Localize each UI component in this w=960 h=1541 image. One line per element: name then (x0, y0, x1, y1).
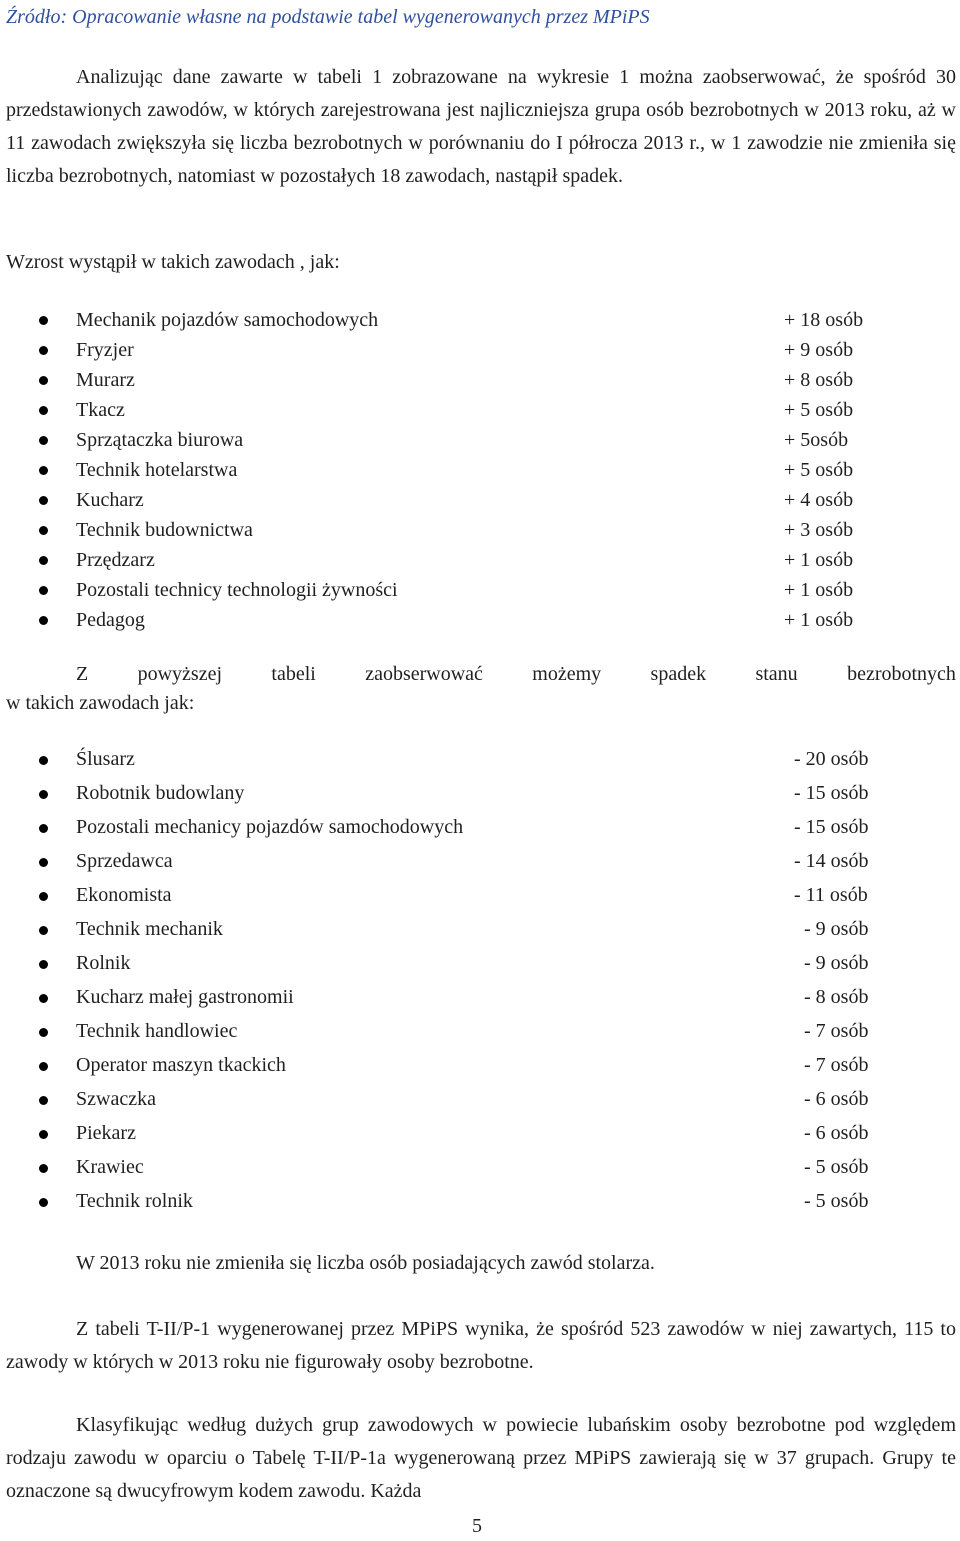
heading-word: powyższej (137, 663, 223, 685)
occupation-name: Technik rolnik (76, 1190, 193, 1212)
list-item (0, 425, 900, 455)
bullet-icon (39, 790, 48, 799)
heading-word: spadek (650, 663, 707, 685)
bullet-icon (39, 1028, 48, 1037)
bullet-icon (39, 994, 48, 1003)
list-item (0, 575, 900, 605)
bullet-icon (39, 858, 48, 867)
change-value: - 5 osób (794, 1156, 869, 1178)
bullet-icon (39, 1164, 48, 1173)
occupation-name: Tkacz (76, 399, 125, 421)
occupation-name: Mechanik pojazdów samochodowych (76, 309, 379, 331)
page-number: 5 (472, 1515, 482, 1537)
bullet-icon (39, 346, 48, 355)
list-item (0, 335, 900, 365)
occupation-name: Piekarz (76, 1122, 136, 1144)
source-note: Źródło: Opracowanie własne na podstawie tabel wygenerowanych przez MPiPS (6, 6, 650, 28)
increase-heading: Wzrost wystąpił w takich zawodach , jak: (6, 251, 340, 273)
occupation-name: Rolnik (76, 952, 131, 974)
change-value: - 8 osób (794, 986, 869, 1008)
bullet-icon (39, 1096, 48, 1105)
bullet-icon (39, 556, 48, 565)
bullet-icon (39, 960, 48, 969)
list-item (0, 1084, 910, 1118)
occupation-name: Fryzjer (76, 339, 134, 361)
bullet-icon (39, 892, 48, 901)
occupation-name: Pedagog (76, 609, 145, 631)
list-item (0, 982, 910, 1016)
list-item (0, 778, 910, 812)
change-value: - 5 osób (794, 1190, 869, 1212)
occupation-name: Technik budownictwa (76, 519, 253, 541)
occupation-name: Operator maszyn tkackich (76, 1054, 286, 1076)
bullet-icon (39, 586, 48, 595)
heading-word: Z (76, 663, 89, 685)
change-value: + 18 osób (784, 309, 864, 331)
occupation-name: Ślusarz (76, 748, 135, 770)
change-value: - 11 osób (794, 884, 868, 906)
occupation-name: Pozostali mechanicy pojazdów samochodowych (76, 816, 464, 838)
list-item (0, 1050, 910, 1084)
table-paragraph: Z tabeli T-II/P-1 wygenerowanej przez MPiPS wynika, że spośród 523 zawodów w niej zawartych, 115 to zawody w których w 2013 roku nie figurowały osoby bezrobotne. (6, 1318, 956, 1373)
no-change-sentence: W 2013 roku nie zmieniła się liczba osób posiadających zawód stolarza. (76, 1252, 655, 1274)
change-value: - 6 osób (794, 1088, 869, 1110)
list-item (0, 948, 910, 982)
change-value: + 5osób (784, 429, 849, 451)
heading-word: zaobserwować (365, 663, 483, 685)
list-item (0, 545, 900, 575)
bullet-icon (39, 526, 48, 535)
change-value: - 7 osób (794, 1020, 869, 1042)
change-value: - 14 osób (794, 850, 869, 872)
occupation-name: Technik hotelarstwa (76, 459, 238, 481)
occupation-name: Robotnik budowlany (76, 782, 245, 804)
list-item (0, 1016, 910, 1050)
decrease-heading-line2: w takich zawodach jak: (6, 692, 195, 714)
change-value: - 7 osób (794, 1054, 869, 1076)
list-item (0, 1152, 910, 1186)
heading-word: możemy (532, 663, 602, 685)
bullet-icon (39, 496, 48, 505)
decrease-heading (76, 659, 956, 689)
change-value: - 15 osób (794, 782, 869, 804)
occupation-name: Szwaczka (76, 1088, 156, 1110)
bullet-icon (39, 316, 48, 325)
list-item (0, 455, 900, 485)
decrease-list (0, 744, 910, 1220)
change-value: + 1 osób (784, 549, 854, 571)
change-value: + 4 osób (784, 489, 854, 511)
bullet-icon (39, 1198, 48, 1207)
bullet-icon (39, 926, 48, 935)
bullet-icon (39, 756, 48, 765)
list-item (0, 1186, 910, 1220)
list-item (0, 914, 910, 948)
change-value: - 9 osób (794, 952, 869, 974)
change-value: + 1 osób (784, 609, 854, 631)
bullet-icon (39, 1130, 48, 1139)
bullet-icon (39, 824, 48, 833)
intro-paragraph: Analizując dane zawarte w tabeli 1 zobrazowane na wykresie 1 można zaobserwować, że spośród 30 przedstawionych zawodów, w których zarejestrowana jest najliczniejsza grupa osób bezrobotnych w 2013 roku, aż w 11 zawodach zwiększyła się liczba bezrobotnych w porównaniu do I półrocza 2013 r., w 1 zawodzie nie zmieniła się liczba bezrobotnych, natomiast w pozostałych 18 zawodach, nastąpił spadek. (6, 66, 956, 187)
list-item (0, 1118, 910, 1152)
change-value: - 6 osób (794, 1122, 869, 1144)
occupation-name: Kucharz małej gastronomii (76, 986, 294, 1008)
occupation-name: Murarz (76, 369, 135, 391)
occupation-name: Technik handlowiec (76, 1020, 238, 1042)
change-value: + 8 osób (784, 369, 854, 391)
heading-word: stanu (755, 663, 798, 685)
bullet-icon (39, 616, 48, 625)
change-value: - 15 osób (794, 816, 869, 838)
list-item (0, 305, 900, 335)
occupation-name: Krawiec (76, 1156, 144, 1178)
bullet-icon (39, 436, 48, 445)
change-value: - 20 osób (794, 748, 869, 770)
list-item (0, 365, 900, 395)
occupation-name: Kucharz (76, 489, 144, 511)
list-item (0, 812, 910, 846)
occupation-name: Sprzątaczka biurowa (76, 429, 244, 451)
list-item (0, 880, 910, 914)
bullet-icon (39, 406, 48, 415)
bullet-icon (39, 466, 48, 475)
list-item (0, 744, 910, 778)
list-item (0, 485, 900, 515)
occupation-name: Sprzedawca (76, 850, 173, 872)
change-value: + 5 osób (784, 399, 854, 421)
change-value: + 5 osób (784, 459, 854, 481)
classification-paragraph: Klasyfikując według dużych grup zawodowych w powiecie lubańskim osoby bezrobotne pod względem rodzaju zawodu w oparciu o Tabelę T-II/P-1a wygenerowaną przez MPiPS zawierają się w 37 grupach. Grupy te oznaczone są dwucyfrowym kodem zawodu. Każda (6, 1414, 956, 1502)
list-item (0, 515, 900, 545)
occupation-name: Pozostali technicy technologii żywności (76, 579, 398, 601)
occupation-name: Przędzarz (76, 549, 155, 571)
change-value: - 9 osób (794, 918, 869, 940)
change-value: + 9 osób (784, 339, 854, 361)
list-item (0, 846, 910, 880)
list-item (0, 605, 900, 635)
increase-list (0, 305, 900, 635)
bullet-icon (39, 376, 48, 385)
change-value: + 1 osób (784, 579, 854, 601)
occupation-name: Technik mechanik (76, 918, 223, 940)
list-item (0, 395, 900, 425)
occupation-name: Ekonomista (76, 884, 172, 906)
change-value: + 3 osób (784, 519, 854, 541)
bullet-icon (39, 1062, 48, 1071)
heading-word: tabeli (271, 663, 316, 685)
heading-word: bezrobotnych (847, 663, 956, 685)
